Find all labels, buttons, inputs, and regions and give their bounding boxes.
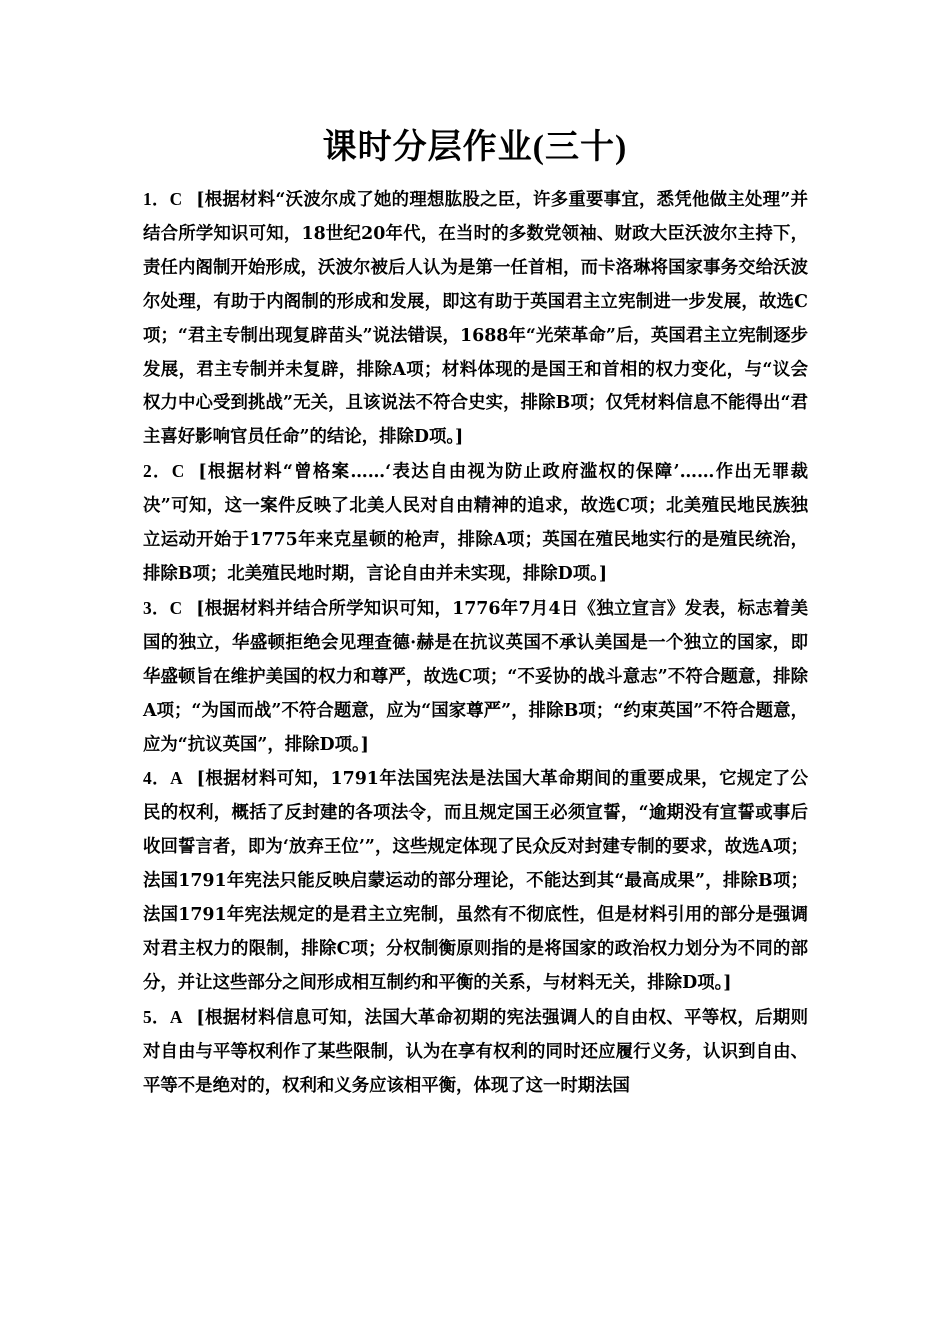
answer-explanation: [根据材料“曾格案……‘表达自由视为防止政府滥权的保障’……作出无罪裁决”可知，这一案件反映了北美人民对自由精神的追求，故选C项；北美殖民地民族独立运动开始于1775年来克星顿的枪声，排除A项；英国在殖民地实行的是殖民统治，排除B项；北美殖民地时期，言论自由并未实现，排除D项。] — [143, 462, 809, 584]
answer-explanation: [根据材料可知，1791年法国宪法是法国大革命期间的重要成果，它规定了公民的权利，概括了反封建的各项法令，而且规定国王必须宣誓，“逾期没有宣誓或事后收回誓言者，即为‘放弃王位’”，这些规定体现了民众反对封建专制的要求，故选A项；法国1791年宪法只能反映启蒙运动的部分理论，不能达到其“最高成果”，排除B项；法国1791年宪法规定的是君主立宪制，虽然有不彻底性，但是材料引用的部分是强调对君主权力的限制，排除C项；分权制衡原则指的是将国家的政治权力划分为不同的部分，并让这些部分之间形成相互制约和平衡的关系，与材料无关，排除D项。] — [143, 769, 808, 993]
answer-number: 5． — [143, 1006, 170, 1027]
answer-explanation: [根据材料信息可知，法国大革命初期的宪法强调人的自由权、平等权，后期则对自由与平等权利作了某些限制，认为在享有权利的同时还应履行义务，认识到自由、平等不是绝对的，权利和义务应该相平衡，体现了这一时期法国 — [143, 1007, 809, 1096]
answer-number: 2． — [143, 461, 172, 482]
answer-item-4 — [143, 762, 808, 1000]
answer-list — [143, 183, 808, 1103]
answer-number: 4． — [143, 768, 171, 789]
page-title: 课时分层作业(三十) — [322, 129, 628, 166]
answer-option: C — [169, 597, 183, 618]
answer-option: A — [169, 1006, 183, 1027]
answer-explanation: [根据材料并结合所学知识可知，1776年7月4日《独立宣言》发表，标志着美国的独立，华盛顿拒绝会见理查德·赫是在抗议英国不承认美国是一个独立的国家，即华盛顿旨在维护美国的权力和尊严，故选C项；“不妥协的战斗意志”不符合题意，排除A项；“为国而战”不符合题意，应为“国家尊严”，排除B项；“约束英国”不符合题意，应为“抗议英国”，排除D项。] — [143, 598, 808, 755]
answer-explanation: [根据材料“沃波尔成了她的理想肱股之臣，许多重要事宜，悉凭他做主处理”并结合所学知识可知，18世纪20年代，在当时的多数党领袖、财政大臣沃波尔主持下，责任内阁制开始形成，沃波尔被后人认为是第一任首相，而卡洛琳将国家事务交给沃波尔处理，有助于内阁制的形成和发展，即这有助于英国君主立宪制进一步发展，故选C项；“君主专制出现复辟苗头”说法错误，1688年“光荣革命”后，英国君主立宪制逐步发展，君主专制并未复辟，排除A项；材料体现的是国王和首相的权力变化，与“议会权力中心受到挑战”无关，且该说法不符合史实，排除B项；仅凭材料信息不能得出“君主喜好影响官员任命”的结论，排除D项。] — [143, 190, 808, 448]
answer-item-3 — [143, 592, 808, 763]
answer-option: C — [171, 461, 185, 482]
answer-item-5 — [143, 1001, 808, 1104]
answer-number: 3． — [143, 597, 170, 618]
answer-item-1 — [143, 183, 808, 455]
answer-item-2 — [143, 455, 808, 592]
answer-option: A — [170, 768, 183, 789]
answer-number: 1． — [143, 189, 170, 209]
answer-option: C — [169, 189, 183, 209]
